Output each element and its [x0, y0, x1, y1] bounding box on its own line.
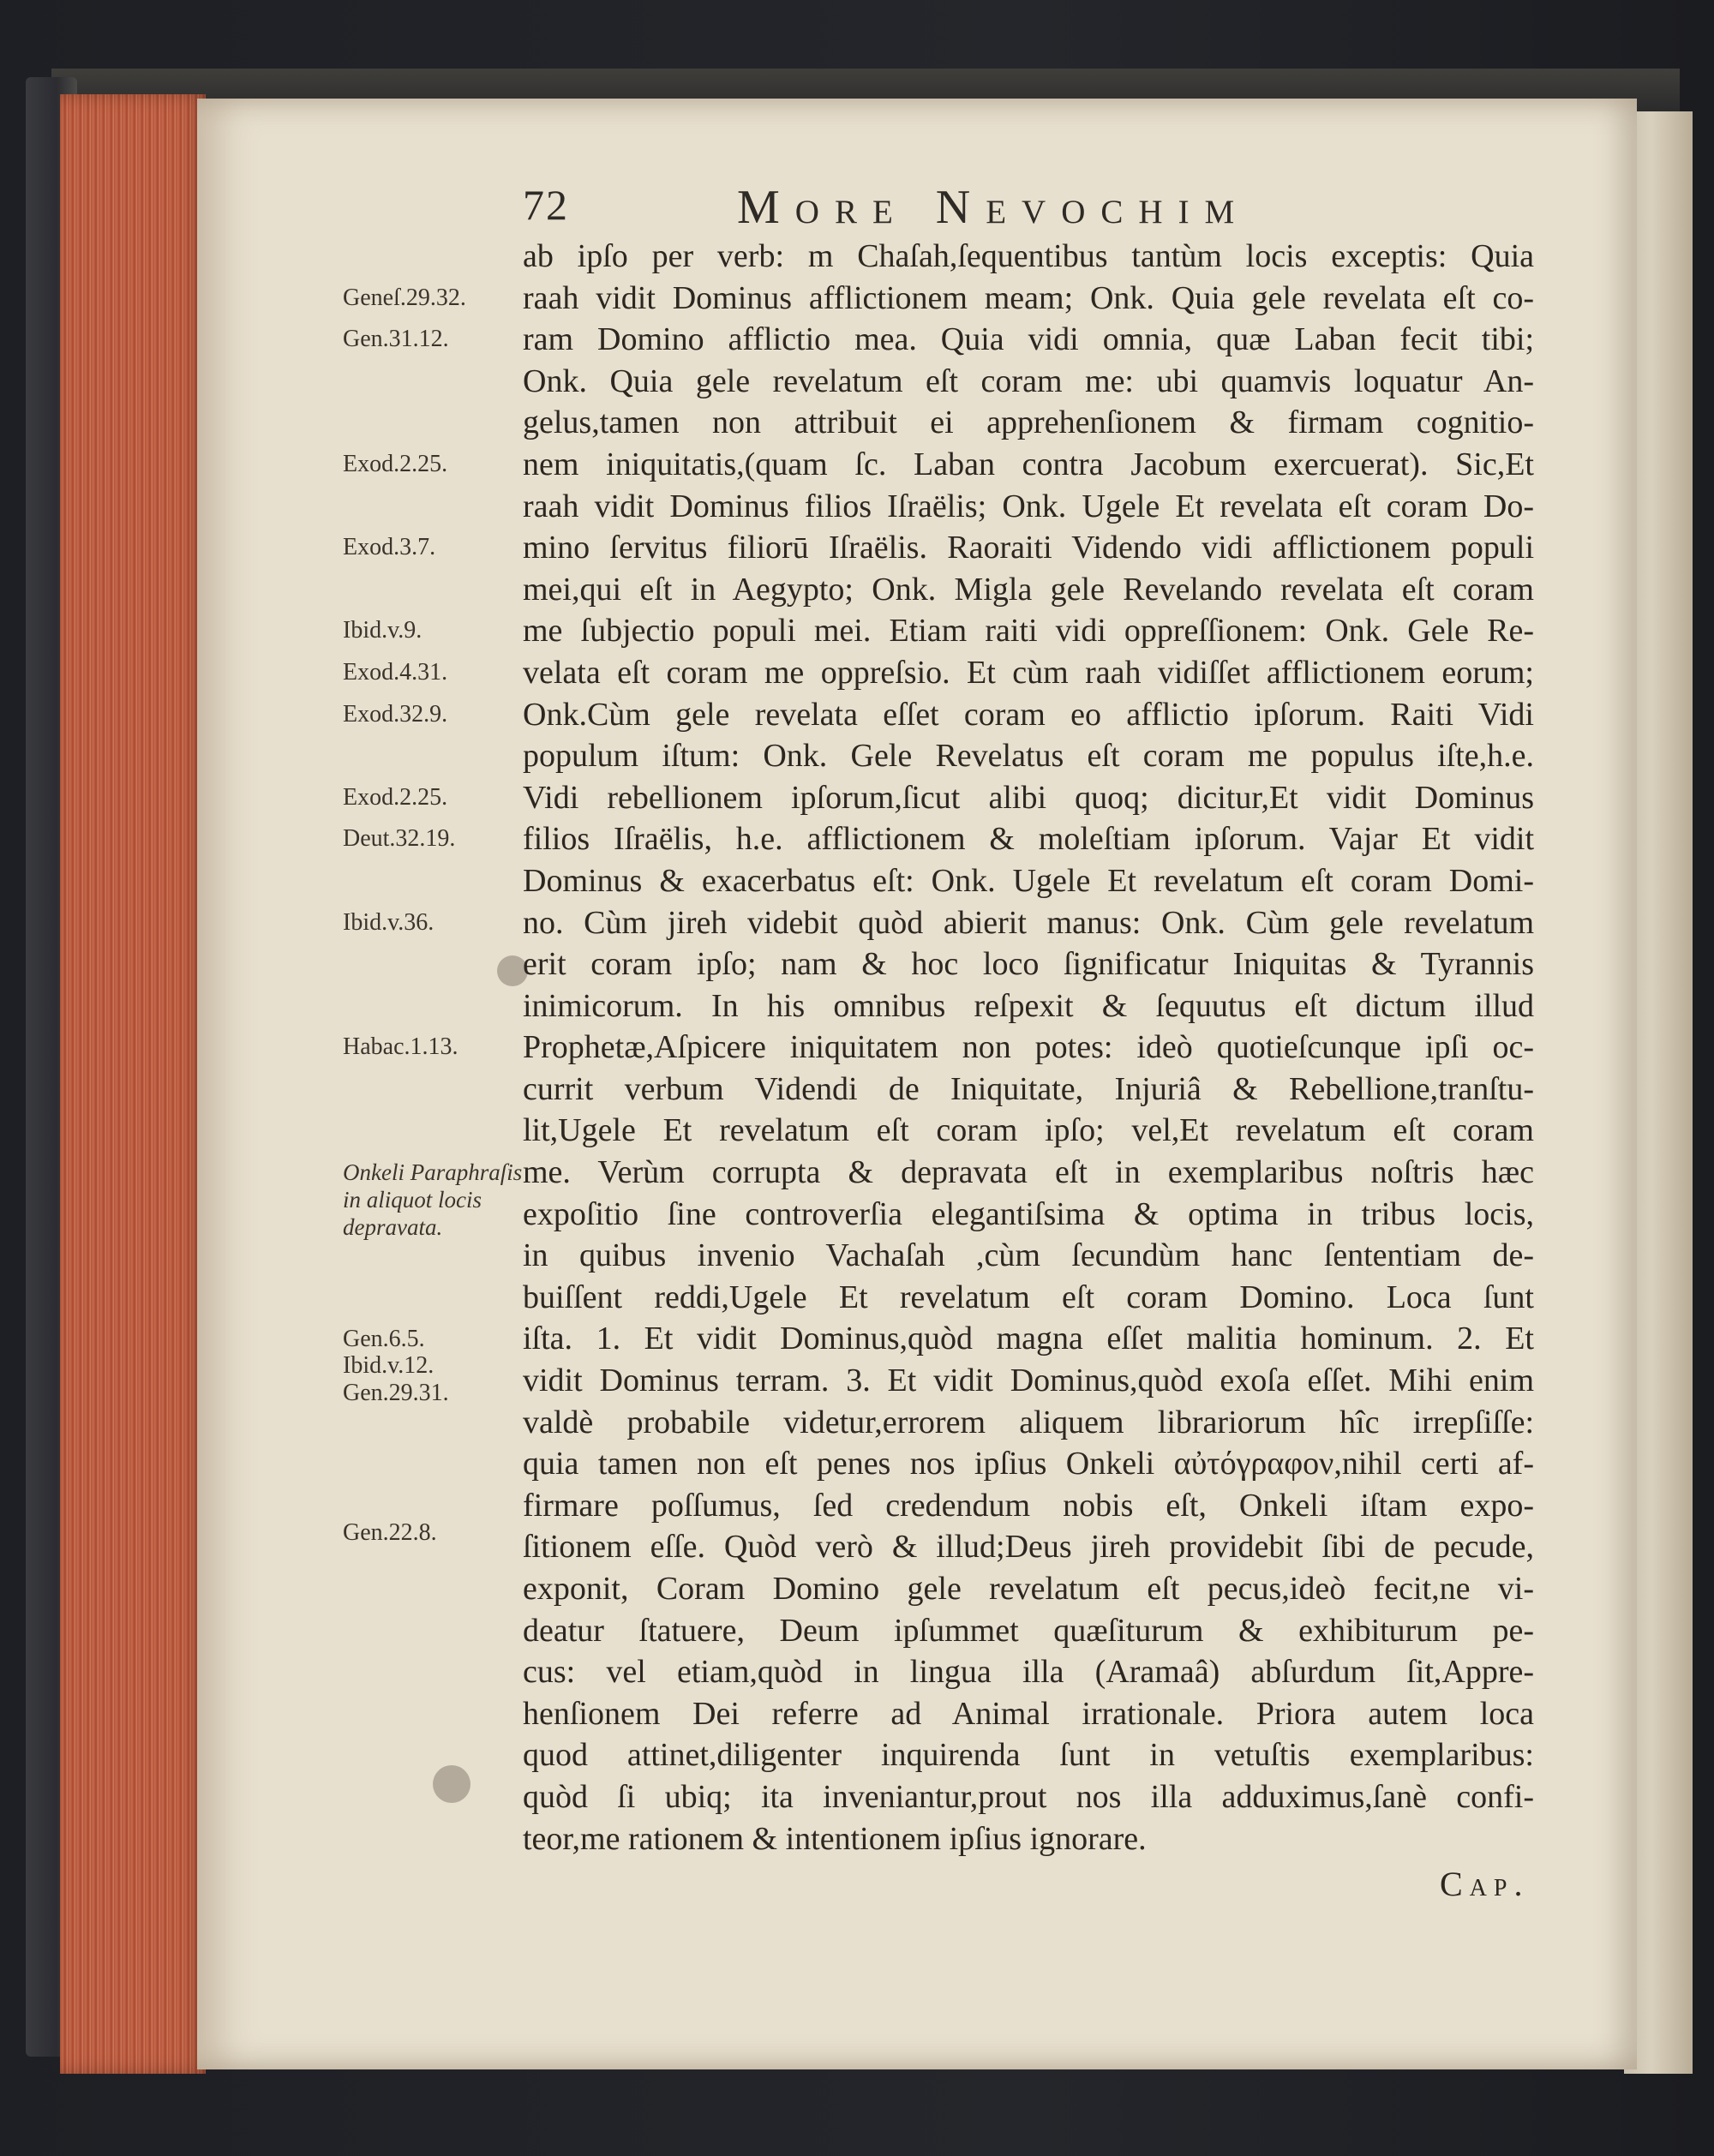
margin-note: Onkeli Paraphraſis in aliquot locis depravata.	[343, 1159, 523, 1241]
text-line: Vidi rebellionem ipſorum,ſicut alibi quoq; dicitur,Et vidit Dominus	[523, 779, 1534, 816]
stain-spot	[433, 1765, 470, 1803]
text-line: firmare poſſumus, ſed credendum nobis eſt, Onkeli iſtam expo-	[523, 1487, 1534, 1524]
page-edges	[60, 94, 206, 2074]
text-line: mei,qui eſt in Aegypto; Onk. Migla gele Revelando revelata eſt coram	[523, 571, 1534, 608]
text-line: raah vidit Dominus afflictionem meam; Onk. Quia gele revelata eſt co-	[523, 279, 1534, 316]
text-line: populum iſtum: Onk. Gele Revelatus eſt coram me populus iſte,h.e.	[523, 738, 1534, 775]
text-line: me ſubjectio populi mei. Etiam raiti vidi oppreſſionem: Onk. Gele Re-	[523, 613, 1534, 650]
running-title: More Nevochim	[737, 181, 1250, 234]
text-line: gelus,tamen non attribuit ei apprehenſionem & firmam cognitio-	[523, 404, 1534, 441]
margin-note: Ibid.v.9.	[343, 617, 423, 644]
text-line: iſta. 1. Et vidit Dominus,quòd magna eſſet malitia hominum. 2. Et	[523, 1321, 1534, 1357]
text-line: in quibus invenio Vachaſah ,cùm ſecundùm hanc ſententiam de-	[523, 1237, 1534, 1274]
text-line: inimicorum. In his omnibus reſpexit & ſequutus eſt dictum illud	[523, 987, 1534, 1024]
margin-note: Ibid.v.36.	[343, 908, 434, 936]
text-line: quod attinet,diligenter inquirenda ſunt in vetuſtis exemplaribus:	[523, 1737, 1534, 1774]
text-line: quia tamen non eſt penes nos ipſius Onkeli αὐτόγραφον,nihil certi af-	[523, 1446, 1534, 1482]
margin-note: Gen.22.8.	[343, 1518, 437, 1546]
text-line: quòd ſi ubiq; ita inveniantur,prout nos illa adduximus,ſanè confi-	[523, 1778, 1534, 1815]
text-line: Prophetæ,Aſpicere iniquitatem non potes: ideò quotieſcunque ipſi oc-	[523, 1029, 1534, 1066]
margin-note: Gen.29.31.	[343, 1379, 449, 1406]
margin-note: Exod.4.31.	[343, 659, 448, 686]
text-line: teor,me rationem & intentionem ipſius ignorare.	[523, 1820, 1147, 1857]
catchword: Cap.	[1440, 1865, 1530, 1903]
page-number: 72	[523, 181, 569, 229]
text-line: cus: vel etiam,quòd in lingua illa (Aramaâ) abſurdum ſit,Appre-	[523, 1654, 1534, 1691]
text-line: me. Verùm corrupta & depravata eſt in exemplaribus noſtris hæc	[523, 1154, 1534, 1191]
margin-note: Exod.2.25.	[343, 783, 448, 811]
text-line: henſionem Dei referre ad Animal irrationale. Priora autem loca	[523, 1695, 1534, 1732]
text-line: ab ipſo per verb: m Chaſah,ſequentibus tantùm locis exceptis: Quia	[523, 238, 1534, 274]
margin-note: Gen.6.5.	[343, 1325, 425, 1352]
running-head	[523, 180, 1380, 234]
text-line: Onk.Cùm gele revelata eſſet coram eo afflictio ipſorum. Raiti Vidi	[523, 696, 1534, 733]
text-line: vidit Dominus terram. 3. Et vidit Dominus,quòd exoſa eſſet. Mihi enim	[523, 1362, 1534, 1399]
text-line: ſitionem eſſe. Quòd verò & illud;Deus jireh providebit ſibi de pecude,	[523, 1529, 1534, 1566]
text-line: raah vidit Dominus filios Iſraëlis; Onk. Ugele Et revelata eſt coram Do-	[523, 488, 1534, 524]
margin-note: Exod.32.9.	[343, 700, 448, 728]
text-line: no. Cùm jireh videbit quòd abierit manus: Onk. Cùm gele revelatum	[523, 904, 1534, 941]
text-line: erit coram ipſo; nam & hoc loco ſignificatur Iniquitas & Tyrannis	[523, 946, 1534, 983]
margin-note: Deut.32.19.	[343, 825, 456, 853]
text-line: valdè probabile videtur,errorem aliquem librariorum hîc irrepſiſſe:	[523, 1404, 1534, 1440]
text-line: Dominus & exacerbatus eſt: Onk. Ugele Et revelatum eſt coram Domi-	[523, 862, 1534, 899]
text-line: mino ſervitus filiorū Iſraëlis. Raoraiti Videndo vidi afflictionem populi	[523, 530, 1534, 566]
text-line: currit verbum Videndi de Iniquitate, Injuriâ & Rebellione,tranſtu-	[523, 1070, 1534, 1107]
text-line: lit,Ugele Et revelatum eſt coram ipſo; vel,Et revelatum eſt coram	[523, 1112, 1534, 1149]
text-line: expoſitio ſine controverſia elegantiſsima & optima in tribus locis,	[523, 1195, 1534, 1232]
text-line: ram Domino afflictio mea. Quia vidi omnia, quæ Laban fecit tibi;	[523, 321, 1534, 358]
margin-note: Ibid.v.12.	[343, 1352, 434, 1380]
body-text	[523, 236, 1534, 1860]
margin-note: Gen.31.12.	[343, 326, 449, 353]
text-line: deatur ſtatuere, Deum ipſummet quæſiturum & exhibiturum pe-	[523, 1612, 1534, 1649]
margin-note: Habac.1.13.	[343, 1033, 458, 1061]
text-line: filios Iſraëlis, h.e. afflictionem & moleſtiam ipſorum. Vajar Et vidit	[523, 821, 1534, 858]
text-line: Onk. Quia gele revelatum eſt coram me: ubi quamvis loquatur An-	[523, 362, 1534, 399]
text-line: exponit, Coram Domino gele revelatum eſt pecus,ideò fecit,ne vi-	[523, 1571, 1534, 1607]
text-line: velata eſt coram me oppreſsio. Et cùm raah vidiſſet afflictionem eorum;	[523, 654, 1534, 691]
margin-note: Exod.3.7.	[343, 534, 436, 561]
text-line: buiſſent reddi,Ugele Et revelatum eſt coram Domino. Loca ſunt	[523, 1279, 1534, 1315]
margin-note: Geneſ.29.32.	[343, 284, 466, 311]
text-line: nem iniquitatis,(quam ſc. Laban contra Jacobum exercuerat). Sic,Et	[523, 446, 1534, 482]
margin-note: Exod.2.25.	[343, 451, 448, 477]
